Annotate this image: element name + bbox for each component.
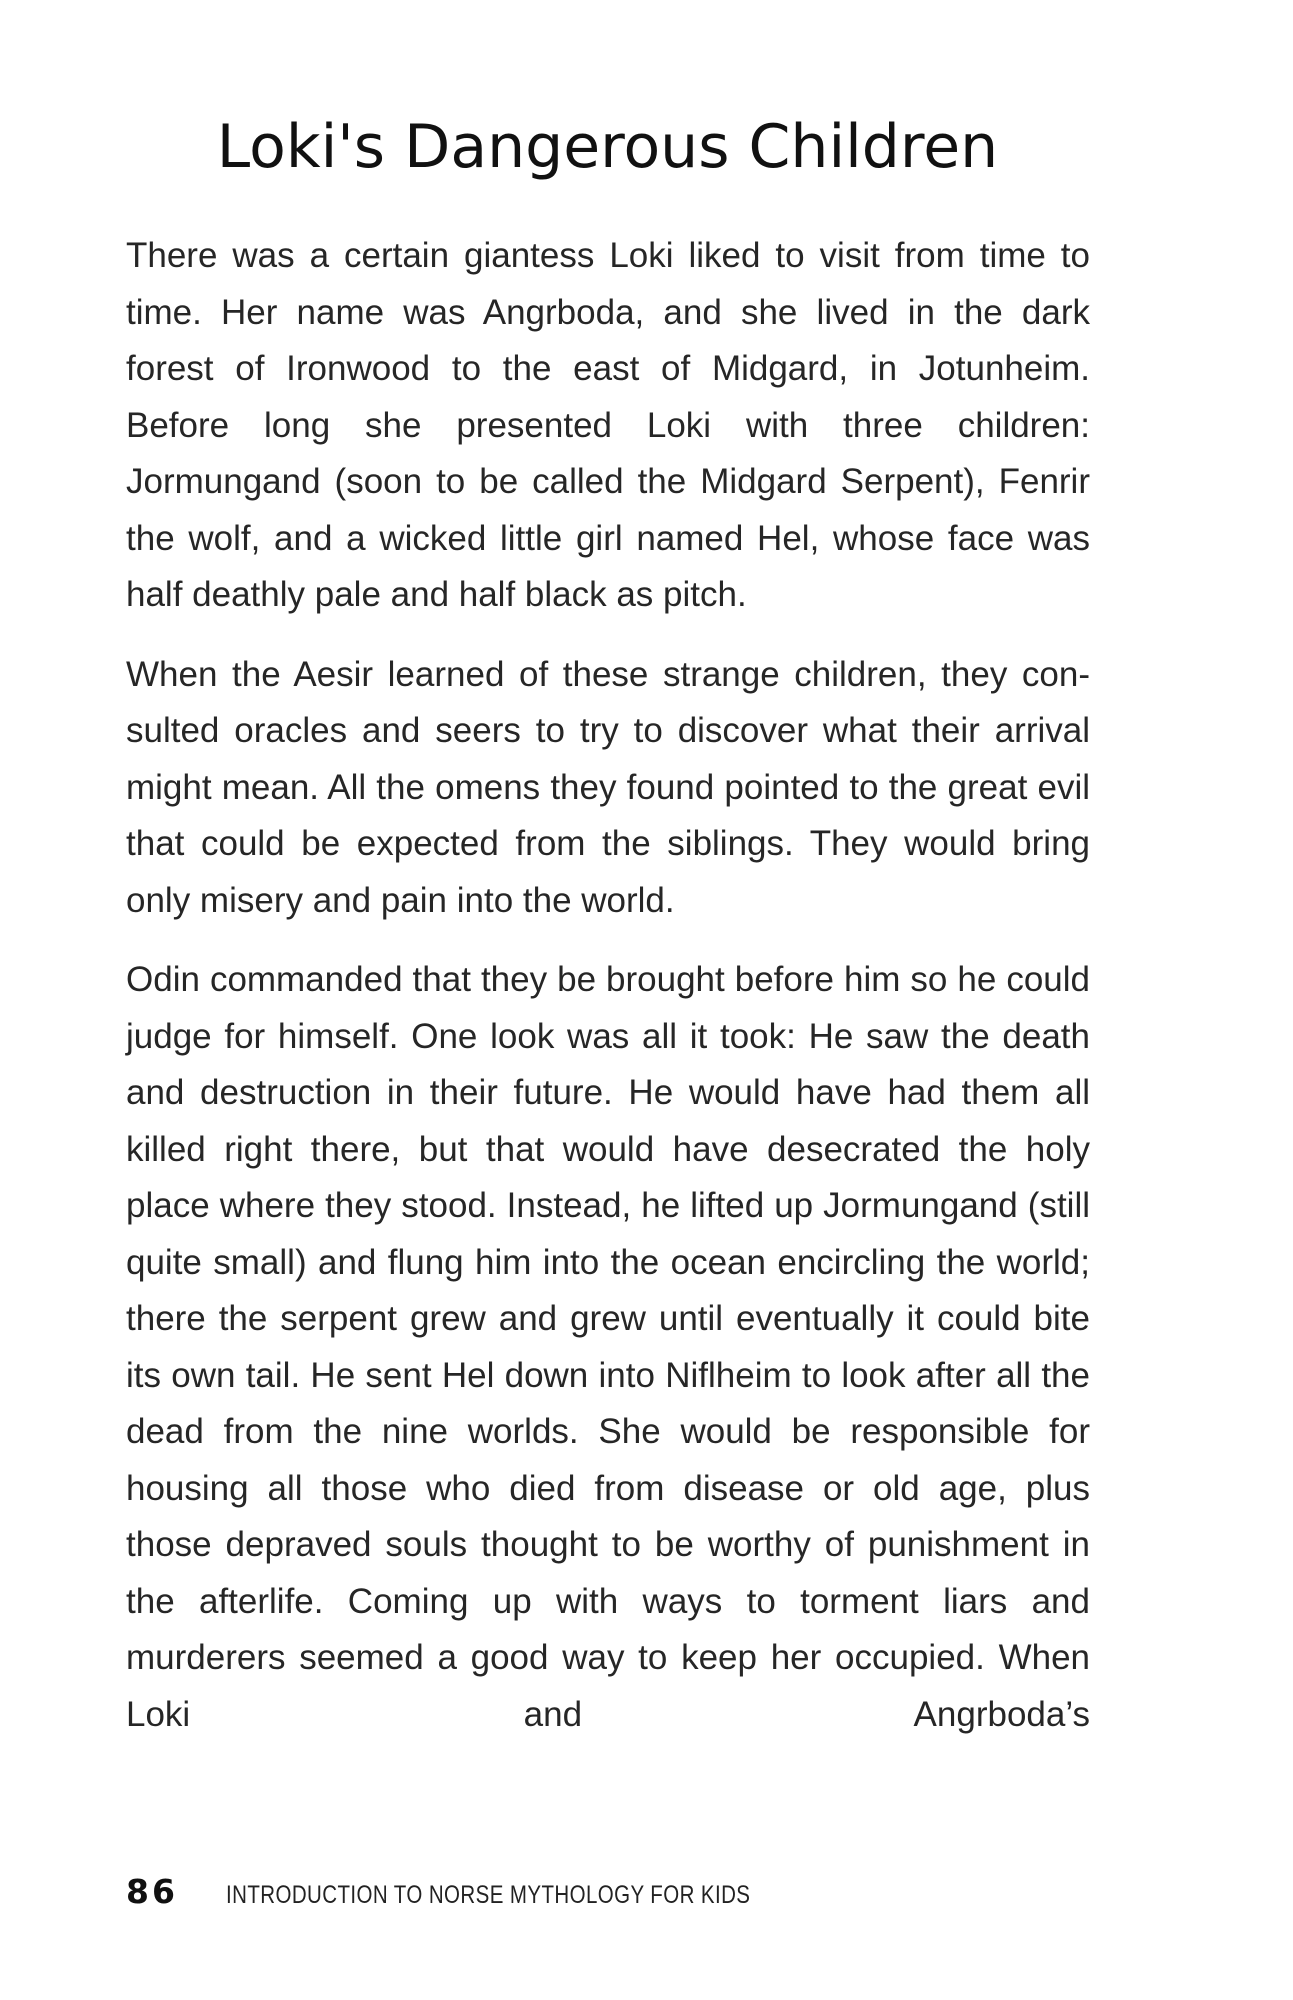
page-footer xyxy=(126,1872,865,1911)
paragraph: When the Aesir learned of these strange children, they con-sulted oracles and seers to try to discover what their arrival might mean. All the omens they found pointed to the great evil that could be expected from the siblings. They would bring only misery and pain into the world. xyxy=(126,654,1090,920)
running-book-title: INTRODUCTION TO NORSE MYTHOLOGY FOR KIDS xyxy=(225,1881,751,1909)
body-text xyxy=(126,228,1090,1766)
page-title: Loki's Dangerous Children xyxy=(216,112,999,182)
paragraph: Odin commanded that they be brought before him so he could judge for himself. One look was all it took: He saw the death and destruction in their future. He would have had them all killed right there, but that would have desecrated the holy place where they stood. Instead, he lifted up Jormungand (still quite small) and flung him into the ocean encircling the world; there the serpent grew and grew until eventually it could bite its own tail. He sent Hel down into Niflheim to look after all the dead from the nine worlds. She would be responsible for housing all those who died from disease or old age, plus those depraved souls thought to be worthy of punishment in the afterlife. Coming up with ways to torment liars and murderers seemed a good way to keep her occupied. When Loki and Angrboda’s xyxy=(126,960,1090,1734)
page-number: 86 xyxy=(126,1872,178,1911)
paragraph: There was a certain giantess Loki liked to visit from time to time. Her name was Angrboda, and she lived in the dark forest of Ironwood to the east of Midgard, in Jotunheim. Before long she presented Loki with three children: Jormungand (soon to be called the Midgard Serpent), Fenrir the wolf, and a wicked little girl named Hel, whose face was half deathly pale and half black as pitch. xyxy=(126,236,1090,614)
